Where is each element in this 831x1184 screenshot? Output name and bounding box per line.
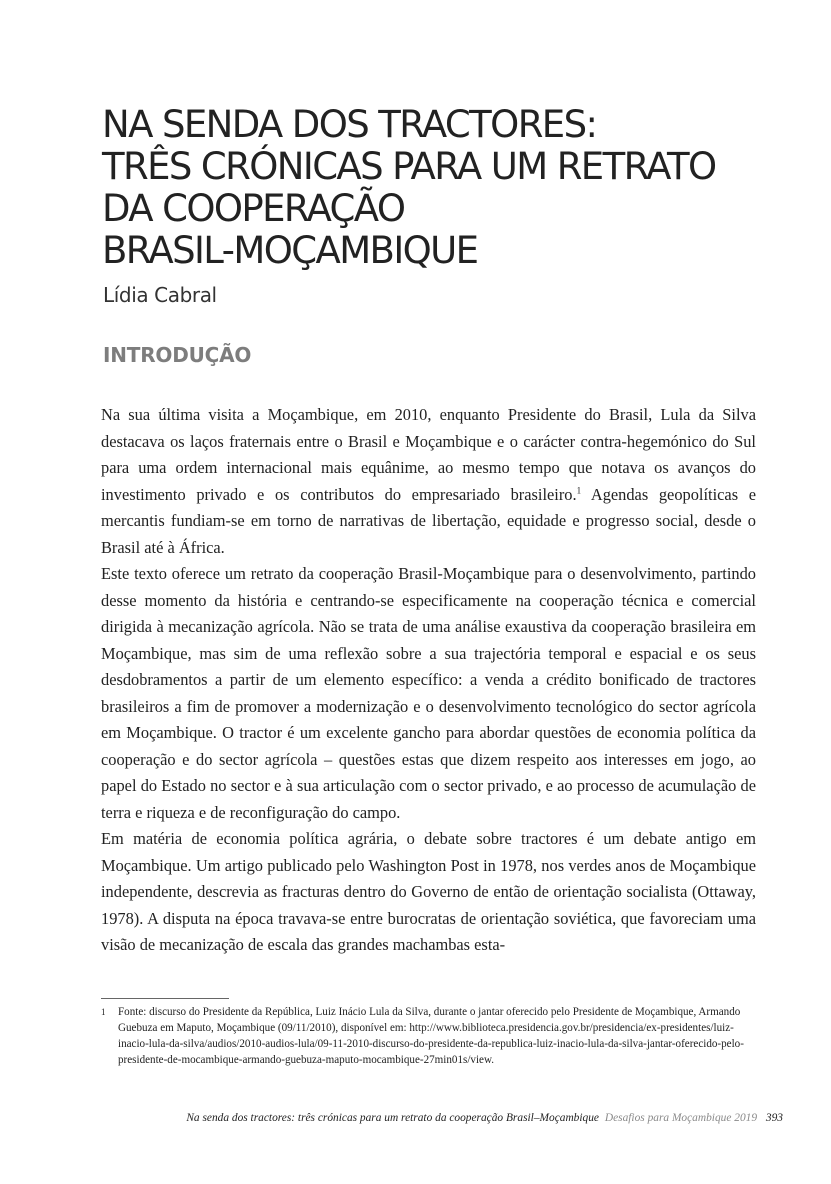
body-text — [101, 402, 756, 959]
paragraph-3: Em matéria de economia política agrária, o debate sobre tractores é um debate antigo em Moçambique. Um artigo publicado pelo Washington Post in 1978, nos verdes anos de Moçambique independente, descrevia as fracturas dentro do Governo de então de orientação socialista (Ottaway, 1978). A disputa na época travava-se entre burocratas de orientação soviética, que favoreciam uma visão de mecanização de escala das grandes machambas esta- — [101, 829, 756, 954]
author-name: Lídia Cabral — [103, 283, 217, 307]
running-footer — [186, 1112, 783, 1124]
footnote-reference[interactable]: 1 — [576, 485, 582, 496]
chapter-title-line-4: BRASIL-MOÇAMBIQUE — [102, 229, 478, 272]
chapter-title-line-3: DA COOPERAÇÃO — [102, 187, 405, 230]
footnote-divider — [101, 998, 229, 999]
footnote-number: 1 — [101, 1007, 106, 1017]
paragraph-1-text-a: Na sua última visita a Moçambique, em 2010, enquanto Presidente do Brasil, Lula da Silva destacava os laços fraternais entre o Brasil e Moçambique e o carácter contra-hegemónico do Sul para uma ordem internacional mais equânime, ao mesmo tempo que notava os avanços do investimento privado e os contributos do empresariado brasileiro. — [101, 405, 756, 504]
footnote-text: Fonte: discurso do Presidente da República, Luiz Inácio Lula da Silva, durante o jantar oferecido pelo Presidente de Moçambique, Armando Guebuza em Maputo, Moçambique (09/11/2010), disponível em: http://www.biblioteca.presidencia.gov.br/presidencia/ex-presidentes/luiz-inacio-lula-da-silva/audios/2010-audios-lula/09-11-2010-discurso-do-presidente-da-republica-luiz-inacio-lula-da-silva-jantar-oferecido-pelo-presidente-de-mocambique-armando-guebuza-maputo-mocambique-27min01s/view. — [118, 1006, 744, 1066]
page-number: 393 — [765, 1112, 783, 1124]
paragraph-1 — [101, 402, 756, 561]
section-heading: INTRODUÇÃO — [103, 343, 252, 367]
paragraph-1-text-b: Agendas geopolíticas e mercantis fundiam-se em torno de narrativas de libertação, equidade e progresso social, desde o Brasil até à África. — [101, 484, 756, 557]
chapter-title-line-2: TRÊS CRÓNICAS PARA UM RETRATO — [102, 145, 716, 188]
chapter-title-line-1: NA SENDA DOS TRACTORES: — [102, 103, 597, 146]
running-footer-chapter-title: Na senda dos tractores: três crónicas para um retrato da cooperação Brasil–Moçambique — [186, 1112, 599, 1124]
running-footer-book-title: Desafios para Moçambique 2019 — [604, 1112, 758, 1124]
paragraph-2: Este texto oferece um retrato da cooperação Brasil-Moçambique para o desenvolvimento, partindo desse momento da história e centrando-se especificamente na cooperação técnica e comercial dirigida à mecanização agrícola. Não se trata de uma análise exaustiva da cooperação brasileira em Moçambique, mas sim de uma reflexão sobre a sua trajectória temporal e espacial e os seus desdobramentos a partir de um elemento específico: a venda a crédito bonificado de tractores brasileiros a fim de promover a modernização e o desenvolvimento tecnológico do sector agrícola em Moçambique. O tractor é um excelente gancho para abordar questões de economia política da cooperação e do sector agrícola – questões estas que dizem respeito aos interesses em jogo, ao papel do Estado no sector e à sua articulação com o sector privado, e ao processo de acumulação de terra e riqueza e de reconfiguração do campo. — [101, 564, 756, 822]
footnote — [101, 1005, 761, 1069]
chapter-title — [102, 104, 782, 272]
